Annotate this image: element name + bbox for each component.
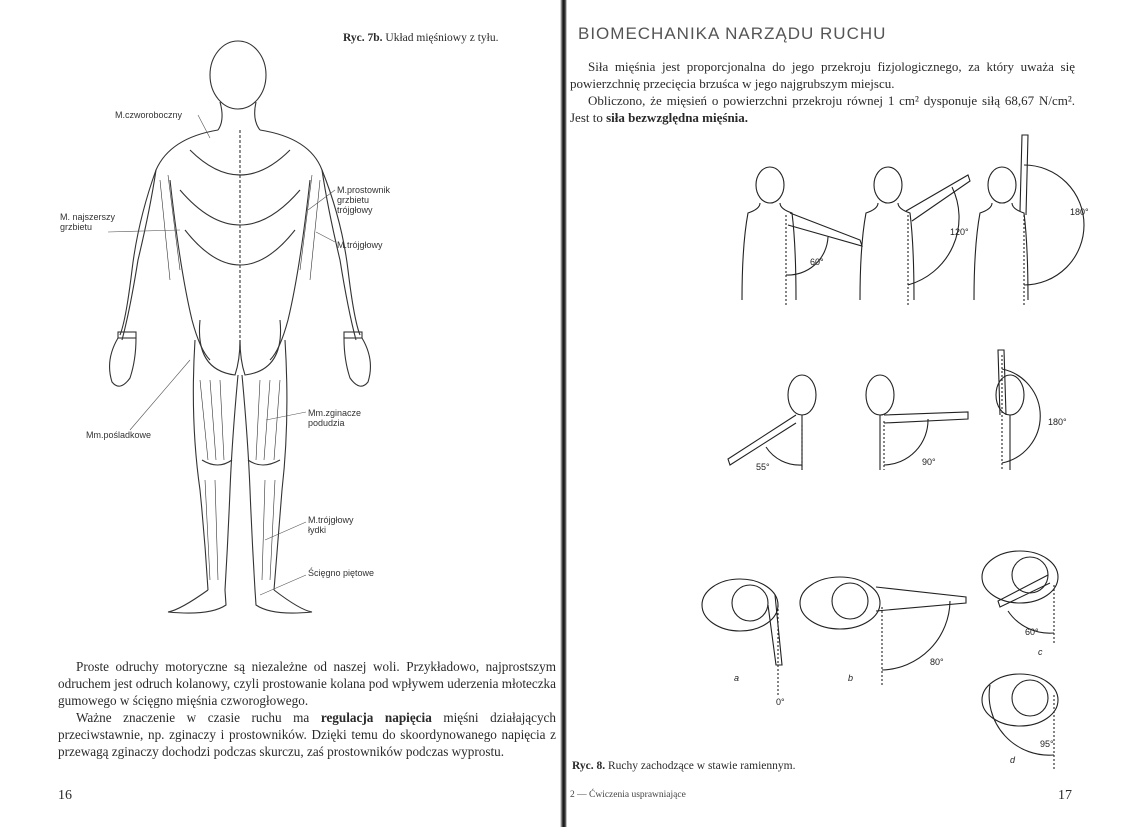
label-prostownik-line3: trójgłowy (337, 205, 373, 215)
label-najszerszy (60, 212, 115, 232)
left-page-number: 16 (58, 788, 72, 803)
angle-label-c2: 60° (1025, 627, 1039, 637)
right-paragraph-2-bold: siła bezwzględna mięśnia. (606, 110, 749, 125)
figure-7b-caption-text: Układ mięśniowy z tyłu. (385, 32, 499, 44)
label-prostownik-line2: grzbietu (337, 195, 370, 205)
letter-b: b (848, 673, 854, 683)
label-trojglowy-lydki (308, 515, 354, 535)
angle-label-c0: 0° (776, 697, 785, 707)
figure-8-caption-label: Ryc. 8. (572, 760, 606, 772)
letter-c: c (1038, 647, 1043, 657)
shoulder-movements-illustration (570, 125, 1130, 785)
letter-d: d (1010, 755, 1016, 765)
label-prostownik (337, 185, 390, 215)
label-sciegno: Ścięgno piętowe (308, 568, 375, 578)
left-paragraph-2-before: Ważne znaczenie w czasie ruchu ma (76, 710, 321, 725)
left-body-text (58, 658, 556, 760)
angle-label-c1: 80° (930, 657, 944, 667)
label-czworoboczny: M.czworoboczny (115, 110, 183, 120)
right-body-text (570, 58, 1075, 126)
left-paragraph-2-bold: regulacja napięcia (320, 710, 432, 725)
figure-8-caption-text: Ruchy zachodzące w stawie ramiennym. (608, 760, 796, 772)
left-paragraph-1: Proste odruchy motoryczne są niezależne od naszej woli. Przykładowo, najprostszym odruchem jest odruch kolanowy, czyli prostowanie kolana pod wpływem uderzenia młoteczka gumowego w ścięgno mięśnia czworogłowego. (58, 659, 556, 708)
label-najszerszy-line2: grzbietu (60, 222, 93, 232)
label-trojglowy: M.trójgłowy (337, 240, 383, 250)
angle-label-a1: 60° (810, 257, 824, 267)
figure-top-view-c (982, 551, 1058, 645)
label-zginacze (308, 408, 361, 428)
left-paragraph-2-after: mięśni działających przeciwstawnie, np. zginaczy i prostowników. Dzięki temu do skoordynowanego napięcia z przewagą zginaczy dochodzi podczas skurczu, zaś prostowników podczas wyprostu. (58, 710, 556, 759)
angle-label-b1: 55° (756, 462, 770, 472)
angle-label-a3: 180° (1070, 207, 1089, 217)
figure-7b-caption-label: Ryc. 7b. (343, 32, 383, 44)
label-najszerszy-line1: M. najszerszy (60, 212, 116, 222)
label-prostownik-line1: M.prostownik (337, 185, 391, 195)
figure-top-view-a (702, 579, 782, 695)
label-zginacze-line1: Mm.zginacze (308, 408, 362, 418)
label-trojglowy-lydki-line1: M.trójgłowy (308, 515, 354, 525)
footer-note: 2 — Ćwiczenia usprawniające (570, 790, 686, 800)
figure-abduction-60 (742, 167, 862, 305)
figure-top-view-b (800, 577, 966, 685)
right-paragraph-1: Siła mięśnia jest proporcjonalna do jego przekroju fizjologicznego, za który uważa się powierzchnię przecięcia brzuśca w jego najgrubszym miejscu. (570, 59, 1075, 91)
label-posladkowe: Mm.pośladkowe (86, 430, 152, 440)
label-trojglowy-lydki-line2: łydki (308, 525, 327, 535)
figure-flexion-180 (996, 350, 1040, 470)
book-spine (560, 0, 567, 827)
running-head: BIOMECHANIKA NARZĄDU RUCHU (578, 24, 887, 43)
figure-abduction-180 (974, 135, 1084, 305)
right-paragraph-2 (570, 92, 1075, 126)
figure-flexion-55 (728, 375, 816, 470)
figure-top-view-d (982, 674, 1058, 770)
angle-label-c3: 95° (1040, 739, 1054, 749)
right-paragraph-2-before: Obliczono, że mięsień o powierzchni przekroju równej 1 cm² dysponuje siłą 68,67 N/cm². Jest to (570, 93, 1075, 125)
left-page (0, 0, 562, 827)
label-zginacze-line2: podudzia (308, 418, 345, 428)
angle-label-a2: 120° (950, 227, 969, 237)
angle-label-b2: 90° (922, 457, 936, 467)
figure-flexion-90 (866, 375, 968, 470)
figure-8-caption (572, 760, 795, 772)
letter-a: a (734, 673, 740, 683)
left-paragraph-2 (58, 709, 556, 760)
angle-label-b3: 180° (1048, 417, 1067, 427)
right-page-number: 17 (1058, 788, 1072, 803)
